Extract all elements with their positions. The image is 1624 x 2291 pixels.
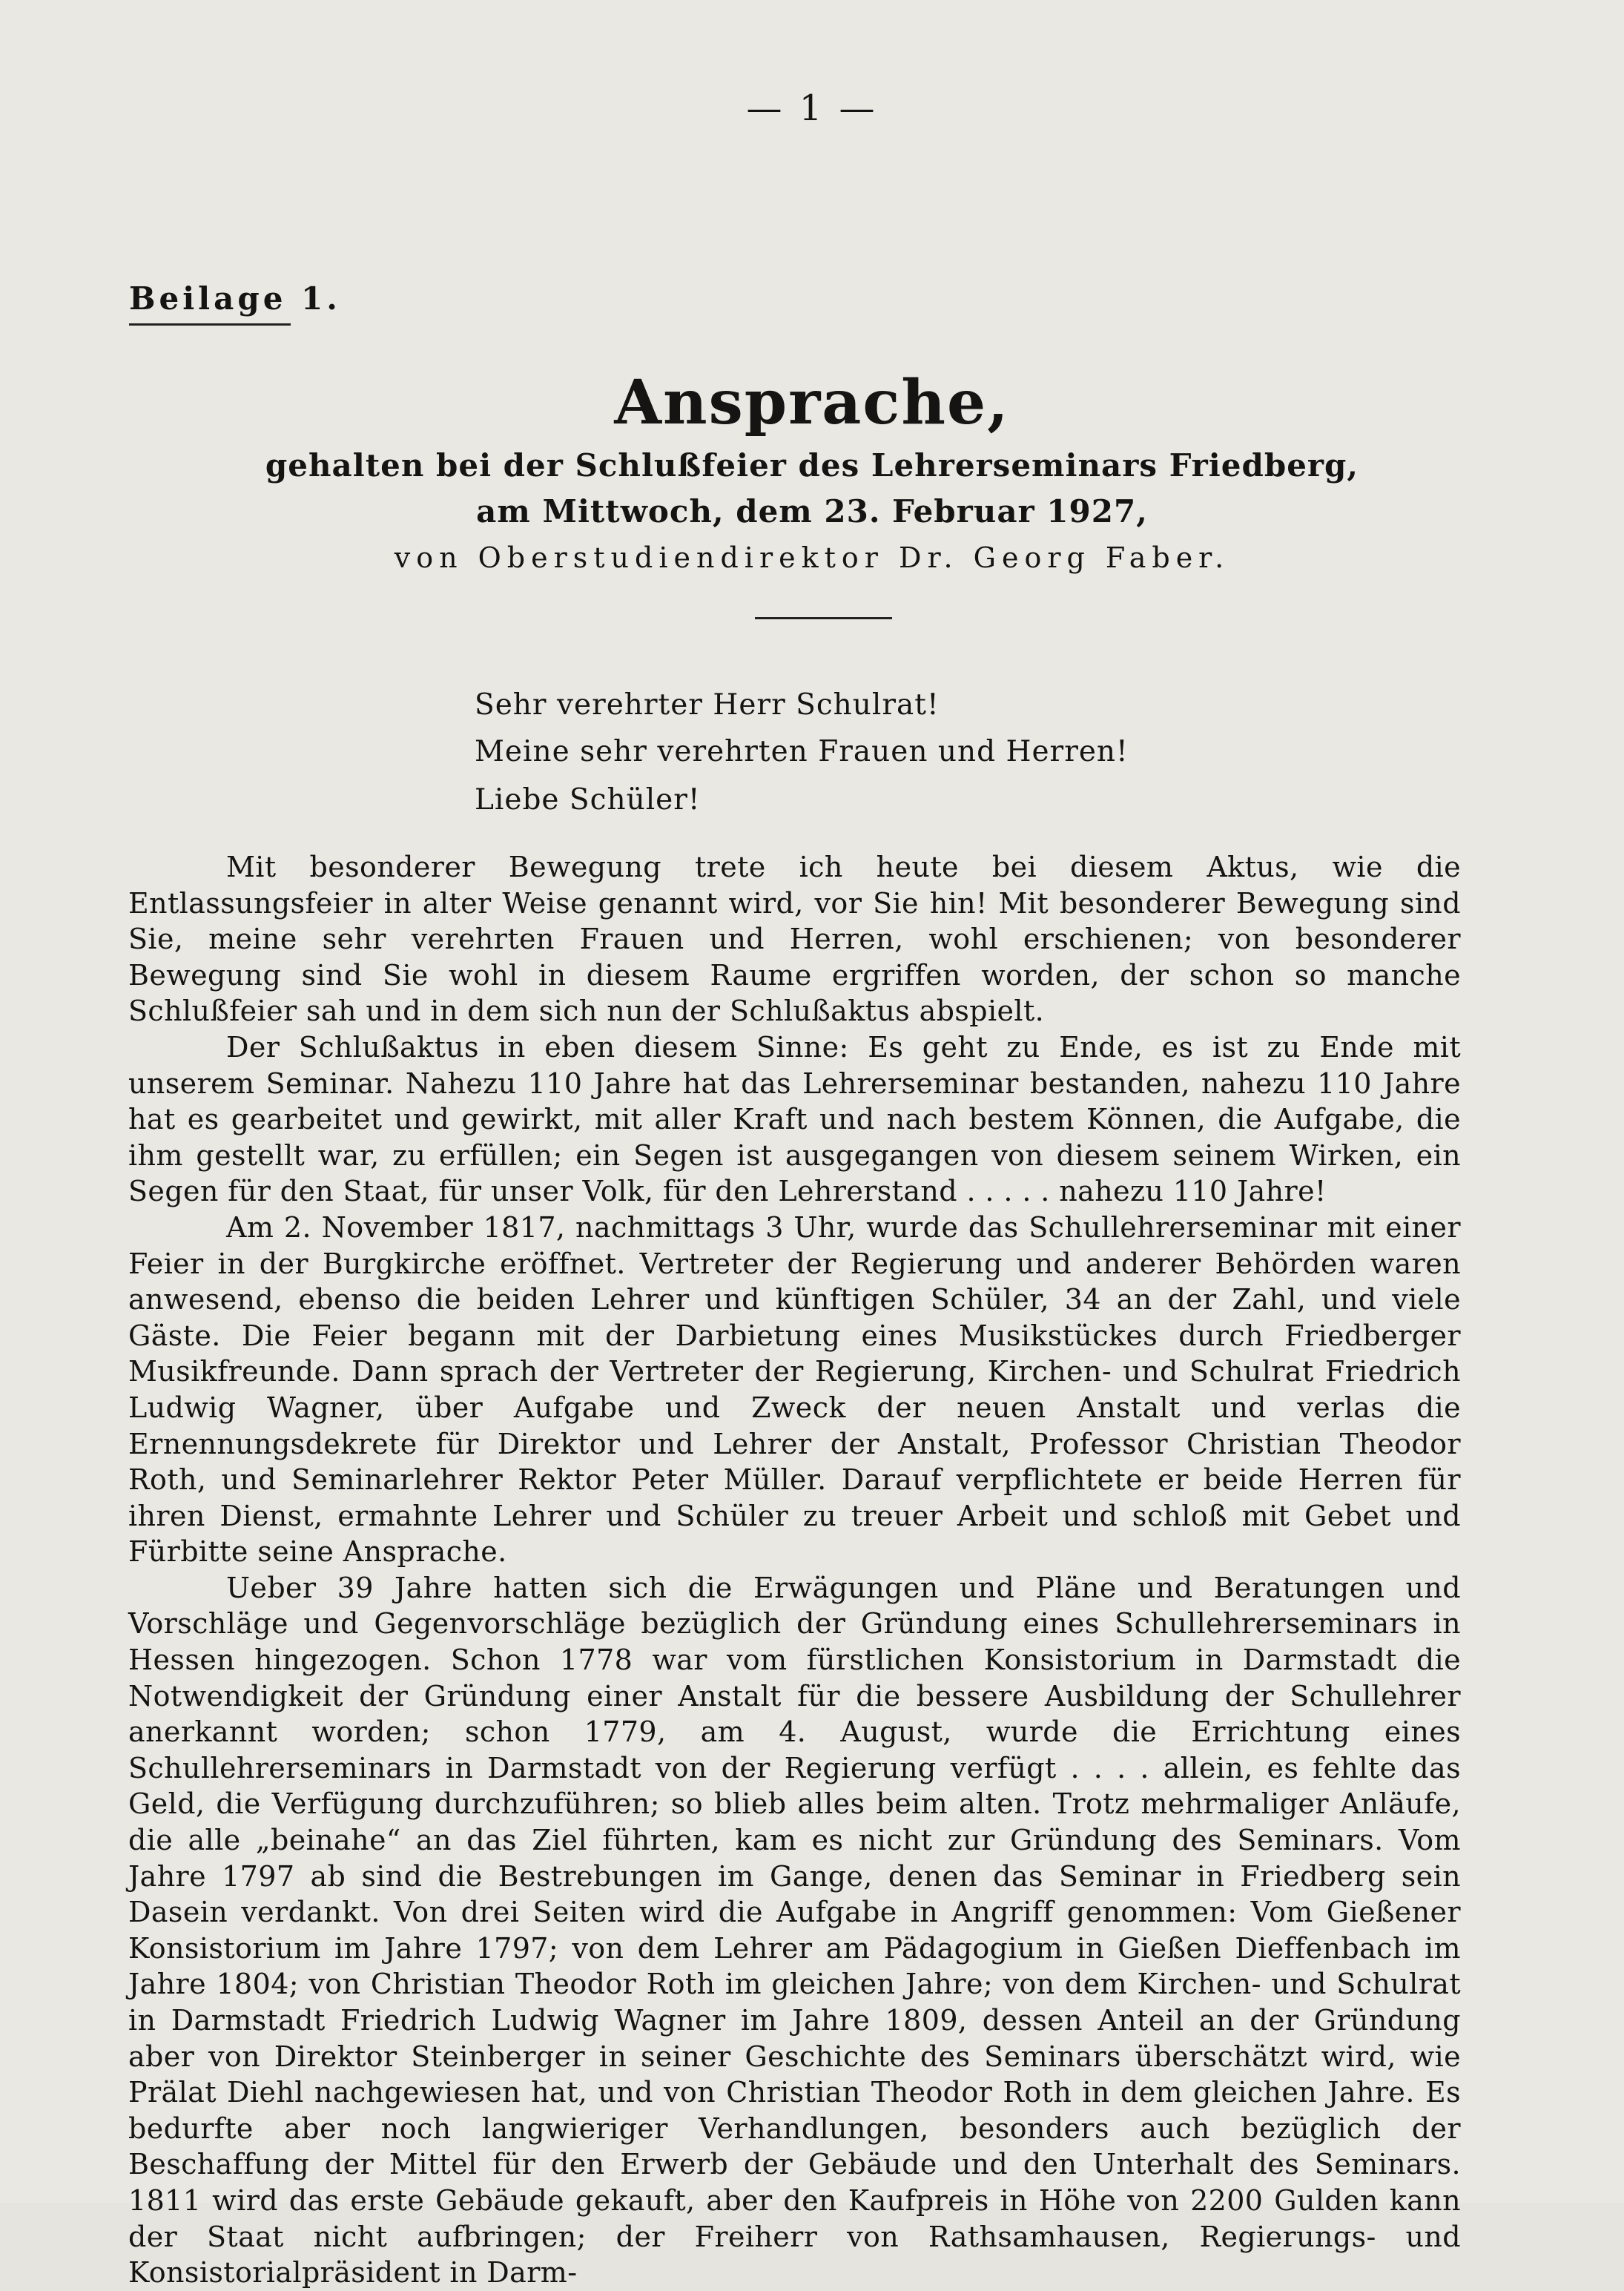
salutation: Sehr verehrter Herr Schulrat! xyxy=(475,688,940,722)
separator-rule xyxy=(755,617,892,619)
subtitle-occasion: gehalten bei der Schlußfeier des Lehrerseminars Friedberg, xyxy=(265,447,1359,484)
paragraph: Am 2. November 1817, nachmittags 3 Uhr, wurde das Schullehrerseminar mit einer Feier in der Burgkirche eröffnet. Vertreter der Regierung und anderer Behörden waren anwesend, ebenso die beiden Lehrer und künftigen Schüler, 34 an der Zahl, und viele Gäste. Die Feier begann mit der Darbietung eines Musikstückes durch Friedberger Musikfreunde. Dann sprach der Vertreter der Regierung, Kirchen- und Schulrat Friedrich Ludwig Wagner, über Aufgabe und Zweck der neuen Anstalt und verlas die Ernennungsdekrete für Direktor und Lehrer der Anstalt, Professor Christian Theodor Roth, und Seminarlehrer Rektor Peter Müller. Darauf verpflichtete er beide Herren für ihren Dienst, ermahnte Lehrer und Schüler zu treuer Arbeit und schloß mit Gebet und Fürbitte seine Ansprache. xyxy=(128,1210,1461,1569)
paragraph: Der Schlußaktus in eben diesem Sinne: Es geht zu Ende, es ist zu Ende mit unserem Seminar. Nahezu 110 Jahre hat das Lehrerseminar bestanden, nahezu 110 Jahre hat es gearbeitet und gewirkt, mit aller Kraft und nach bestem Können, die Aufgabe, die ihm gestellt war, zu erfüllen; ein Segen ist ausgegangen von diesem seinem Wirken, ein Segen für den Staat, für unser Volk, für den Lehrerstand . . . . . nahezu 110 Jahre! xyxy=(128,1030,1461,1208)
salutation: Liebe Schüler! xyxy=(475,783,701,817)
body-text xyxy=(128,849,1461,2291)
salutation: Meine sehr verehrten Frauen und Herren! xyxy=(475,735,1129,768)
document-title: Ansprache, xyxy=(614,367,1010,438)
paragraph: Ueber 39 Jahre hatten sich die Erwägungen und Pläne und Beratungen und Vorschläge und Gegenvorschläge bezüglich der Gründung eines Schullehrerseminars in Hessen hingezogen. Schon 1778 war vom fürstlichen Konsistorium in Darmstadt die Notwendigkeit der Gründung einer Anstalt für die bessere Ausbildung der Schullehrer anerkannt worden; schon 1779, am 4. August, wurde die Errichtung eines Schullehrerseminars in Darmstadt von der Regierung verfügt . . . . allein, es fehlte das Geld, die Verfügung durchzuführen; so blieb alles beim alten. Trotz mehrmaliger Anläufe, die alle „beinahe“ an das Ziel führten, kam es nicht zur Gründung des Seminars. Vom Jahre 1797 ab sind die Bestrebungen im Gange, denen das Seminar in Friedberg sein Dasein verdankt. Von drei Seiten wird die Aufgabe in Angriff genommen: Vom Gießener Konsistorium im Jahre 1797; von dem Lehrer am Pädagogium in Gießen Dieffenbach im Jahre 1804; von Christian Theodor Roth im gleichen Jahre; von dem Kirchen- und Schulrat in Darmstadt Friedrich Ludwig Wagner im Jahre 1809, dessen Anteil an der Gründung aber von Direktor Steinberger in seiner Geschichte des Seminars überschätzt wird, wie Prälat Diehl nachgewiesen hat, und von Christian Theodor Roth in dem gleichen Jahre. Es bedurfte aber noch langwieriger Verhandlungen, besonders auch bezüglich der Beschaffung der Mittel für den Erwerb der Gebäude und den Unterhalt des Seminars. 1811 wird das erste Gebäude gekauft, aber den Kaufpreis in Höhe von 2200 Gulden kann der Staat nicht aufbringen; der Freiherr von Rathsamhausen, Regierungs- und Konsistorialpräsident in Darm- xyxy=(128,1571,1461,2290)
paragraph: Mit besonderer Bewegung trete ich heute bei diesem Aktus, wie die Entlassungsfeier in alter Weise genannt wird, vor Sie hin! Mit besonderer Bewegung sind Sie, meine sehr verehrten Frauen und Herren, wohl erschienen; von besonderer Bewegung sind Sie wohl in diesem Raume ergriffen worden, der schon so manche Schlußfeier sah und in dem sich nun der Schlußaktus abspielt. xyxy=(128,851,1461,1028)
appendix-label: Beilage 1. xyxy=(129,280,341,317)
page-number: — 1 — xyxy=(746,88,878,129)
appendix-underline xyxy=(129,323,291,326)
author-line: von Oberstudiendirektor Dr. Georg Faber. xyxy=(394,541,1230,574)
subtitle-date: am Mittwoch, dem 23. Februar 1927, xyxy=(476,493,1148,530)
